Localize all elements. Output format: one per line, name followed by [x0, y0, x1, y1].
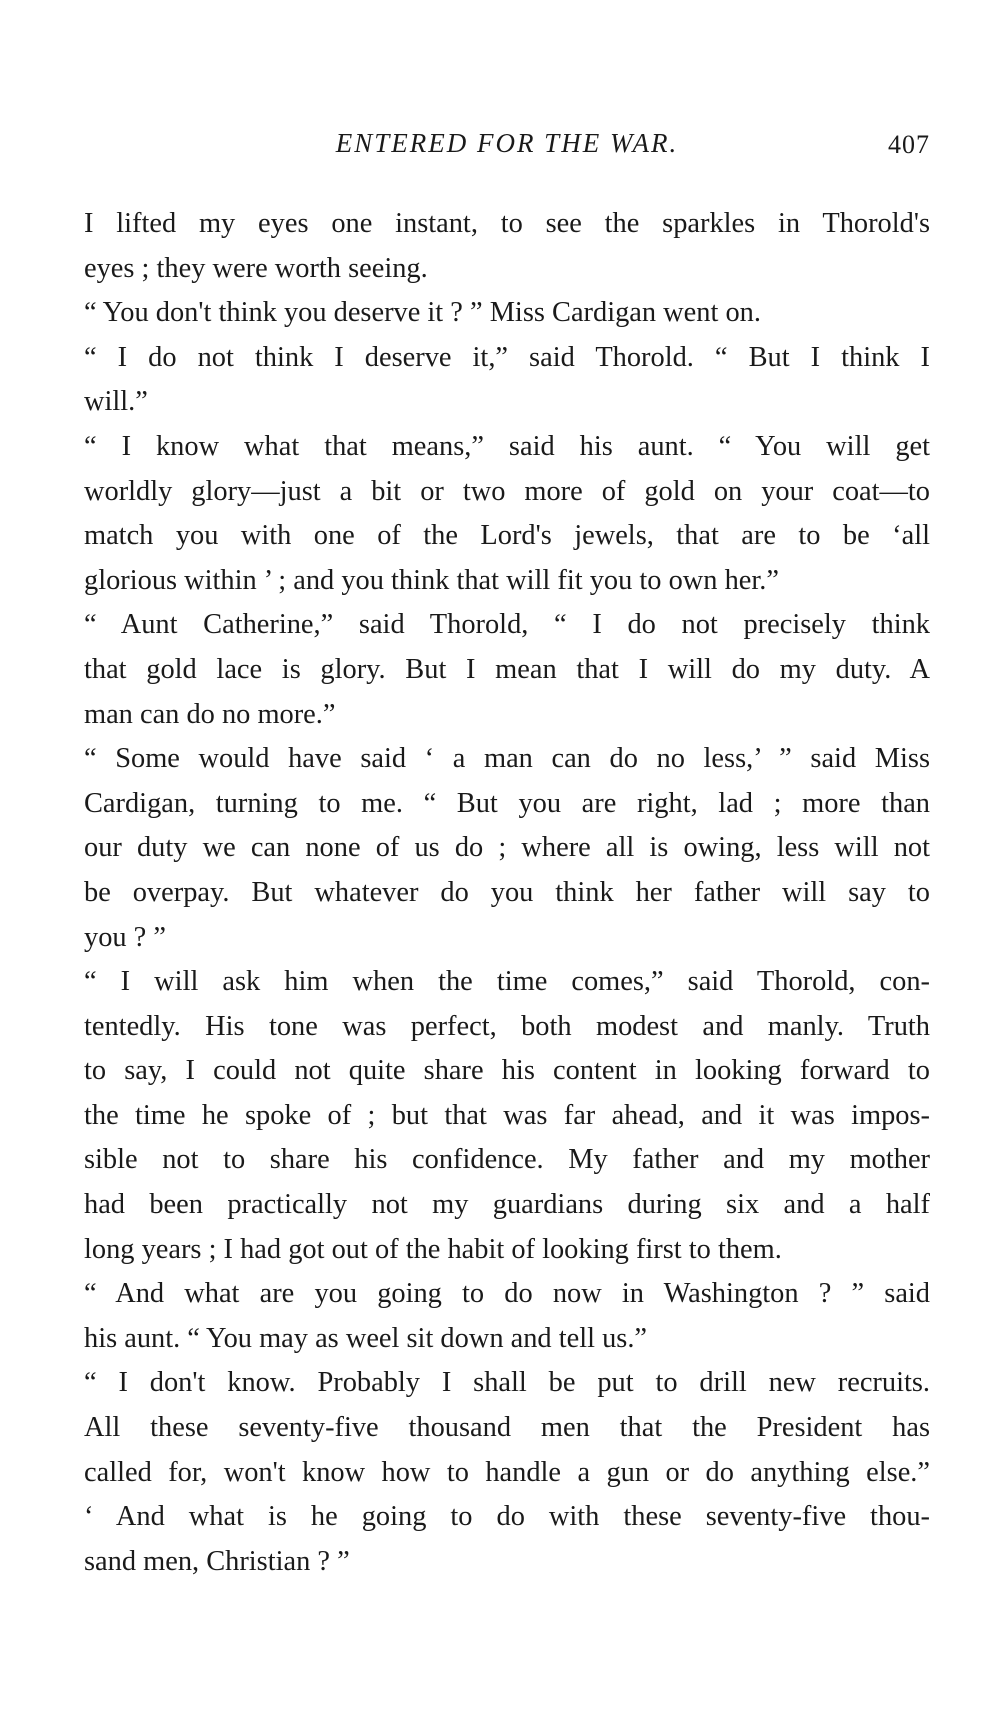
text-line: “ And what are you going to do now in Washington ? ” said [84, 1278, 930, 1310]
text-line: sand men, Christian ? ” [84, 1545, 350, 1577]
text-line: our duty we can none of us do ; where all is owing, less will not [84, 832, 930, 864]
text-line: that gold lace is glory. But I mean that I will do my duty. A [84, 653, 930, 685]
paragraph [84, 1272, 930, 1361]
text-line: “ I do not think I deserve it,” said Thorold. “ But I think I [84, 341, 930, 373]
paragraph [84, 1361, 930, 1495]
text-line: sible not to share his confidence. My father and my mother [84, 1144, 930, 1176]
text-line: “ You don't think you deserve it ? ” Miss Cardigan went on. [84, 297, 761, 329]
text-line: All these seventy-five thousand men that the President has [84, 1412, 930, 1444]
text-line: be overpay. But whatever do you think her father will say to [84, 876, 930, 908]
text-line: Cardigan, turning to me. “ But you are right, lad ; more than [84, 787, 930, 819]
text-line: long years ; I had got out of the habit of looking first to them. [84, 1233, 782, 1265]
paragraph [84, 960, 930, 1272]
text-line: you ? ” [84, 921, 166, 953]
text-line: tentedly. His tone was perfect, both modest and manly. Truth [84, 1010, 930, 1042]
text-line: to say, I could not quite share his content in looking forward to [84, 1055, 930, 1087]
text-line: match you with one of the Lord's jewels, that are to be ‘all [84, 520, 930, 552]
text-line: eyes ; they were worth seeing. [84, 252, 428, 284]
body-text [84, 202, 930, 1584]
text-line: will.” [84, 386, 148, 418]
paragraph [84, 202, 930, 291]
running-head [84, 128, 930, 168]
text-line: ‘ And what is he going to do with these seventy-five thou- [84, 1501, 930, 1533]
running-title: ENTERED FOR THE WAR. [335, 128, 679, 158]
text-line: “ I will ask him when the time comes,” said Thorold, con- [84, 966, 930, 998]
paragraph [84, 425, 930, 603]
text-line: called for, won't know how to handle a gun or do anything else.” [84, 1456, 930, 1488]
text-line: I lifted my eyes one instant, to see the sparkles in Thorold's [84, 208, 930, 239]
text-line: “ Aunt Catherine,” said Thorold, “ I do not precisely think [84, 609, 930, 641]
text-line: glorious within ’ ; and you think that will fit you to own her.” [84, 564, 779, 596]
text-line: had been practically not my guardians during six and a half [84, 1189, 930, 1221]
text-line: “ I don't know. Probably I shall be put to drill new recruits. [84, 1367, 930, 1399]
text-line: the time he spoke of ; but that was far ahead, and it was impos- [84, 1099, 930, 1131]
text-line: “ I know what that means,” said his aunt. “ You will get [84, 430, 930, 462]
text-line: his aunt. “ You may as weel sit down and tell us.” [84, 1322, 648, 1354]
text-line: worldly glory—just a bit or two more of gold on your coat—to [84, 475, 930, 507]
paragraph [84, 603, 930, 737]
text-line: “ Some would have said ‘ a man can do no less,’ ” said Miss [84, 743, 930, 775]
paragraph [84, 1495, 930, 1584]
text-line: man can do no more.” [84, 698, 336, 730]
paragraph [84, 291, 930, 336]
page-number: 407 [888, 130, 930, 159]
paragraph [84, 737, 930, 960]
paragraph [84, 336, 930, 425]
